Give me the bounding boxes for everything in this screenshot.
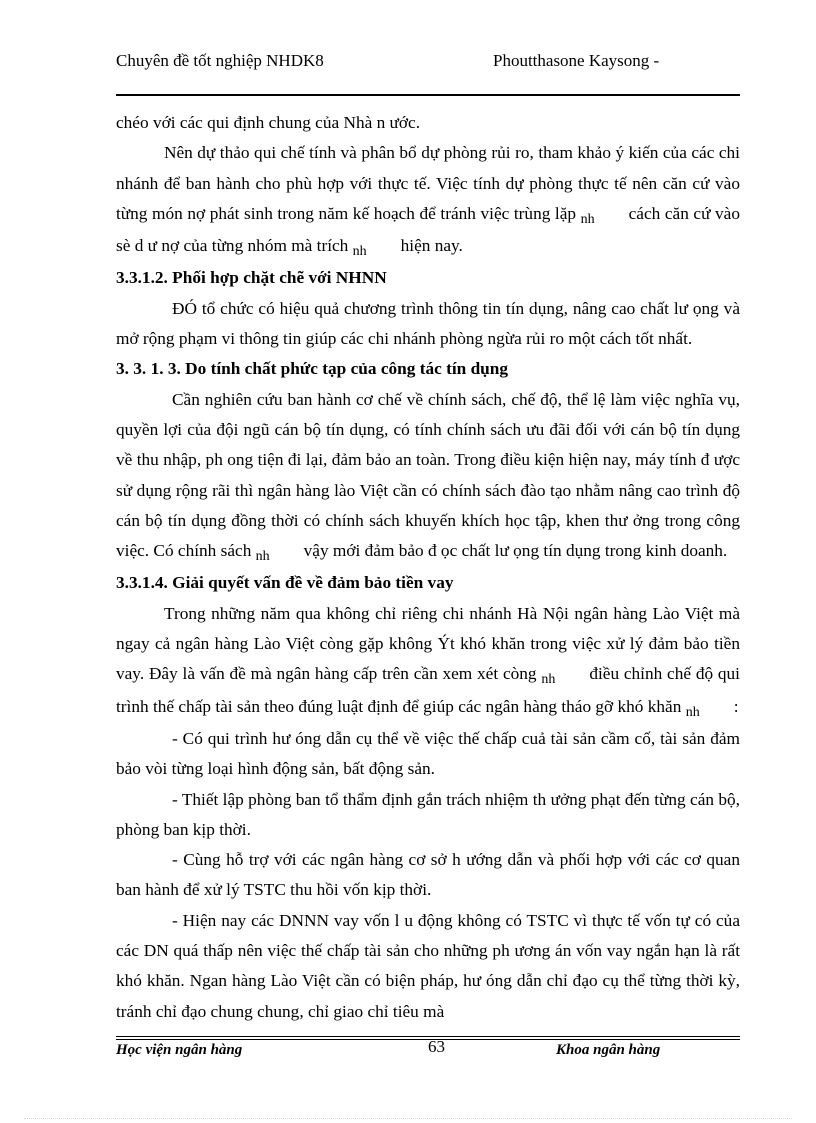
- paragraph: ĐÓ tổ chức có hiệu quả chương trình thông tin tín dụng, nâng cao chất lư ọng và mở rộng phạm vi thông tin giúp các chi nhánh phòng ngừa rủi ro một cách tốt nhất.: [116, 298, 740, 349]
- page-edge-divider: [24, 1118, 792, 1119]
- paragraph-text: Trong những năm qua không chỉ riêng chi nhánh Hà Nội ngân hàng Lào Việt mà ngay cả ngân hàng Lào Việt còng gặp không Ýt khó khăn trong việc xử lý đảm bảo tiền vay. Đây là vấn đề mà ngân hàng cấp trên cần xem xét còng: [116, 603, 740, 684]
- fragment-nh: nh: [685, 704, 700, 720]
- paragraph-text: vậy mới đảm bảo đ ọc chất lư ọng tín dụng trong kinh doanh.: [303, 541, 728, 561]
- fragment-nh: nh: [255, 549, 270, 565]
- bullet-item: - Cùng hỗ trợ với các ngân hàng cơ sở h ướng dẫn và phối hợp với các cơ quan ban hành để xử lý TSTC thu hồi vốn kịp thời.: [116, 850, 740, 900]
- paragraph: [116, 385, 740, 569]
- paragraph-text: :: [733, 696, 739, 716]
- paragraph: chéo với các qui định chung của Nhà n ước.: [116, 113, 421, 132]
- bullet-item: - Thiết lập phòng ban tổ thẩm định gắn trách nhiệm th ưởng phạt đến từng cán bộ, phòng ban kịp thời.: [116, 789, 740, 839]
- paragraph-text: Cần nghiên cứu ban hành cơ chế về chính sách, chế độ, thể lệ làm việc nghĩa vụ, quyền lợi của đội ngũ cán bộ tín dụng, có tính chính sách ưu đãi đối với cán bộ tín dụng về thu nhập, ph ong tiện đi lại, đảm bảo an toàn. Trong điều kiện hiện nay, máy tính đ ược sử dụng rộng rãi thì ngân hàng lào Việt cần có chính sách đào tạo nhằm nâng cao trình độ cán bộ tín dụng đồng thời có chính sách khuyến khích học tập, khen thư ởng trong công việc. Có chính sách: [116, 389, 740, 561]
- paragraph-text: điều chỉnh chế độ qui trình thế chấp tài sản theo đúng luật định để giúp các ngân hàng tháo gỡ khó khăn: [116, 664, 740, 716]
- header-rule: [116, 94, 740, 96]
- footer-left-text: Học viện ngân hàng: [116, 1042, 243, 1058]
- paragraph: [116, 138, 740, 263]
- fragment-nh: nh: [580, 211, 595, 227]
- fragment-nh: nh: [352, 244, 367, 260]
- fragment-nh: nh: [541, 672, 556, 688]
- page-number: 63: [428, 1037, 445, 1056]
- header-left-text: Chuyên đề tốt nghiệp NHDK8: [116, 51, 324, 70]
- paragraph-text: Nên dự thảo qui chế tính và phân bổ dự phòng rủi ro, tham khảo ý kiến của các chi nhánh để ban hành cho phù hợp với thực tế. Việc tính dự phòng thực tế nên căn cứ vào từng món nợ phát sinh trong năm kế hoạch để tránh việc trùng lặp: [116, 143, 740, 223]
- header-right-text: Phoutthasone Kaysong -: [493, 51, 660, 70]
- paragraph-text: cách căn cứ vào sè d ư nợ của từng nhóm mà trích: [116, 203, 740, 256]
- page-header: [116, 50, 740, 96]
- paragraph-text: hiện nay.: [400, 236, 463, 256]
- page-footer: [116, 1037, 740, 1064]
- bullet-item: - Hiện nay các DNNN vay vốn l u động không có TSTC vì thực tế vốn tự có của các DN quá thấp nên việc thế chấp tài sản cho những ph ương án vốn vay ngắn hạn là rất khó khăn. Ngan hàng Lào Việt cần có biện pháp, hư óng dẫn chỉ đạo cụ thể từng thời kỳ, tránh chỉ đạo chung chung, chỉ giao chỉ tiêu mà: [116, 910, 740, 1021]
- section-heading: 3.3.1.2. Phối hợp chặt chẽ với NHNN: [116, 268, 387, 288]
- bullet-item: - Có qui trình hư óng dẫn cụ thể về việc thế chấp cuả tài sản cầm cố, tài sản đảm bảo vòi từng loại hình động sản, bất động sản.: [116, 728, 740, 779]
- page-body: [116, 108, 740, 1027]
- section-heading: 3. 3. 1. 3. Do tính chất phức tạp của công tác tín dụng: [116, 359, 509, 379]
- section-heading: 3.3.1.4. Giải quyết vấn đề về đảm bảo tiền vay: [116, 573, 454, 593]
- footer-right-text: Khoa ngân hàng: [556, 1042, 661, 1058]
- paragraph: [116, 599, 740, 724]
